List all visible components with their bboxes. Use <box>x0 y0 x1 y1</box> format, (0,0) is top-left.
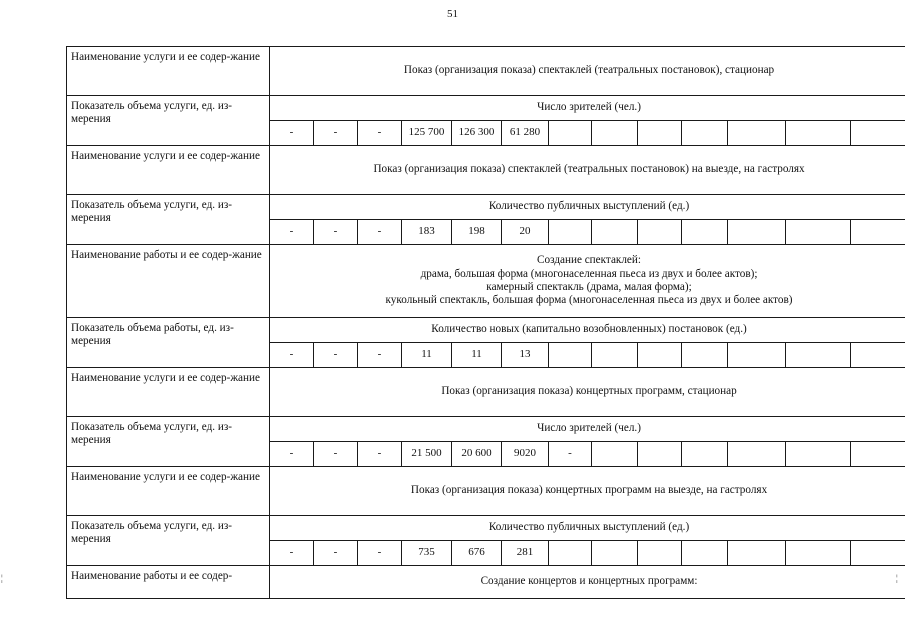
right-edge-mark: ¦ <box>896 573 898 583</box>
name-row <box>67 467 905 516</box>
value-cell: - <box>270 220 314 245</box>
value-cell <box>728 442 786 467</box>
service-description <box>270 146 905 195</box>
value-cell: - <box>270 121 314 146</box>
value-cell <box>786 541 851 566</box>
value-cell: - <box>270 442 314 467</box>
value-cell <box>638 343 682 368</box>
value-cell <box>786 442 851 467</box>
indicator-title: Число зрителей (чел.) <box>270 417 905 442</box>
row-label: Показатель объема услуги, ед. из-мерения <box>67 195 270 245</box>
description-line: Показ (организация показа) концертных программ на выезде, на гастролях <box>410 484 768 497</box>
value-cell: - <box>314 220 358 245</box>
services-table <box>66 46 905 599</box>
left-edge-mark: ¦ <box>1 573 3 583</box>
value-cell <box>549 220 592 245</box>
value-cell: 676 <box>452 541 502 566</box>
description-line: кукольный спектакль, большая форма (многонаселенная пьеса из двух и более актов) <box>385 294 793 307</box>
value-cell: - <box>358 541 402 566</box>
value-cell <box>592 121 638 146</box>
value-cell: - <box>314 121 358 146</box>
value-cell <box>549 541 592 566</box>
value-cell: - <box>270 343 314 368</box>
value-cell <box>851 220 905 245</box>
value-cell: - <box>358 121 402 146</box>
value-cell: 11 <box>402 343 452 368</box>
value-cell <box>728 121 786 146</box>
value-cell: - <box>358 343 402 368</box>
value-cell: 61 280 <box>502 121 549 146</box>
value-cell <box>682 343 728 368</box>
service-description <box>270 245 905 318</box>
value-cell: 125 700 <box>402 121 452 146</box>
value-cell <box>851 121 905 146</box>
indicator-title: Число зрителей (чел.) <box>270 96 905 121</box>
value-cell: 20 600 <box>452 442 502 467</box>
table-body <box>67 47 905 599</box>
row-label: Наименование услуги и ее содер-жание <box>67 146 270 195</box>
value-cell: - <box>314 442 358 467</box>
value-cell <box>682 121 728 146</box>
row-label: Наименование работы и ее содер- <box>67 566 270 599</box>
value-cell <box>851 541 905 566</box>
value-cell: - <box>358 220 402 245</box>
description-line: Показ (организация показа) спектаклей (театральных постановок) на выезде, на гастролях <box>373 163 805 176</box>
value-cell <box>549 121 592 146</box>
value-cell <box>638 121 682 146</box>
row-label: Показатель объема услуги, ед. из-мерения <box>67 516 270 566</box>
row-label: Наименование работы и ее содер-жание <box>67 245 270 318</box>
service-description <box>270 368 905 417</box>
name-row <box>67 245 905 318</box>
name-row <box>67 47 905 96</box>
value-cell <box>682 220 728 245</box>
value-cell: 198 <box>452 220 502 245</box>
service-description <box>270 47 905 96</box>
value-cell: 183 <box>402 220 452 245</box>
indicator-title: Количество публичных выступлений (ед.) <box>270 516 905 541</box>
description-line: Показ (организация показа) концертных программ, стационар <box>441 385 737 398</box>
indicator-title: Количество новых (капитально возобновленных) постановок (ед.) <box>270 318 905 343</box>
value-cell <box>592 442 638 467</box>
row-label: Показатель объема услуги, ед. из-мерения <box>67 96 270 146</box>
page-number: 51 <box>447 8 458 20</box>
description-line: Создание концертов и концертных программ: <box>480 575 698 588</box>
row-label: Показатель объема услуги, ед. из-мерения <box>67 417 270 467</box>
value-cell: - <box>314 541 358 566</box>
value-cell <box>851 343 905 368</box>
value-cell: 20 <box>502 220 549 245</box>
value-cell: 735 <box>402 541 452 566</box>
value-cell: 21 500 <box>402 442 452 467</box>
service-description <box>270 467 905 516</box>
value-cell <box>851 442 905 467</box>
value-cell <box>638 442 682 467</box>
value-cell <box>592 541 638 566</box>
value-cell <box>728 343 786 368</box>
value-cell <box>638 220 682 245</box>
indicator-row <box>67 96 905 121</box>
value-cell <box>728 220 786 245</box>
value-cell: 11 <box>452 343 502 368</box>
name-row <box>67 566 905 599</box>
value-cell: - <box>314 343 358 368</box>
value-cell: - <box>270 541 314 566</box>
description-line: Создание спектаклей: <box>537 254 641 267</box>
row-label: Наименование услуги и ее содер-жание <box>67 467 270 516</box>
indicator-title: Количество публичных выступлений (ед.) <box>270 195 905 220</box>
indicator-row <box>67 195 905 220</box>
value-cell: 9020 <box>502 442 549 467</box>
value-cell: 13 <box>502 343 549 368</box>
value-cell: 281 <box>502 541 549 566</box>
value-cell <box>549 343 592 368</box>
value-cell <box>786 343 851 368</box>
service-description <box>270 566 905 599</box>
description-line: драма, большая форма (многонаселенная пьеса из двух и более актов); <box>420 267 758 280</box>
value-cell <box>638 541 682 566</box>
value-cell <box>592 343 638 368</box>
value-cell: - <box>358 442 402 467</box>
value-cell <box>682 541 728 566</box>
value-cell: 126 300 <box>452 121 502 146</box>
description-line: Показ (организация показа) спектаклей (театральных постановок), стационар <box>403 64 775 77</box>
value-cell <box>786 220 851 245</box>
name-row <box>67 368 905 417</box>
value-cell: - <box>549 442 592 467</box>
indicator-row <box>67 417 905 442</box>
row-label: Показатель объема работы, ед. из-мерения <box>67 318 270 368</box>
value-cell <box>786 121 851 146</box>
indicator-row <box>67 516 905 541</box>
row-label: Наименование услуги и ее содер-жание <box>67 368 270 417</box>
description-line: камерный спектакль (драма, малая форма); <box>486 281 692 293</box>
indicator-row <box>67 318 905 343</box>
value-cell <box>728 541 786 566</box>
row-label: Наименование услуги и ее содер-жание <box>67 47 270 96</box>
value-cell <box>682 442 728 467</box>
name-row <box>67 146 905 195</box>
value-cell <box>592 220 638 245</box>
